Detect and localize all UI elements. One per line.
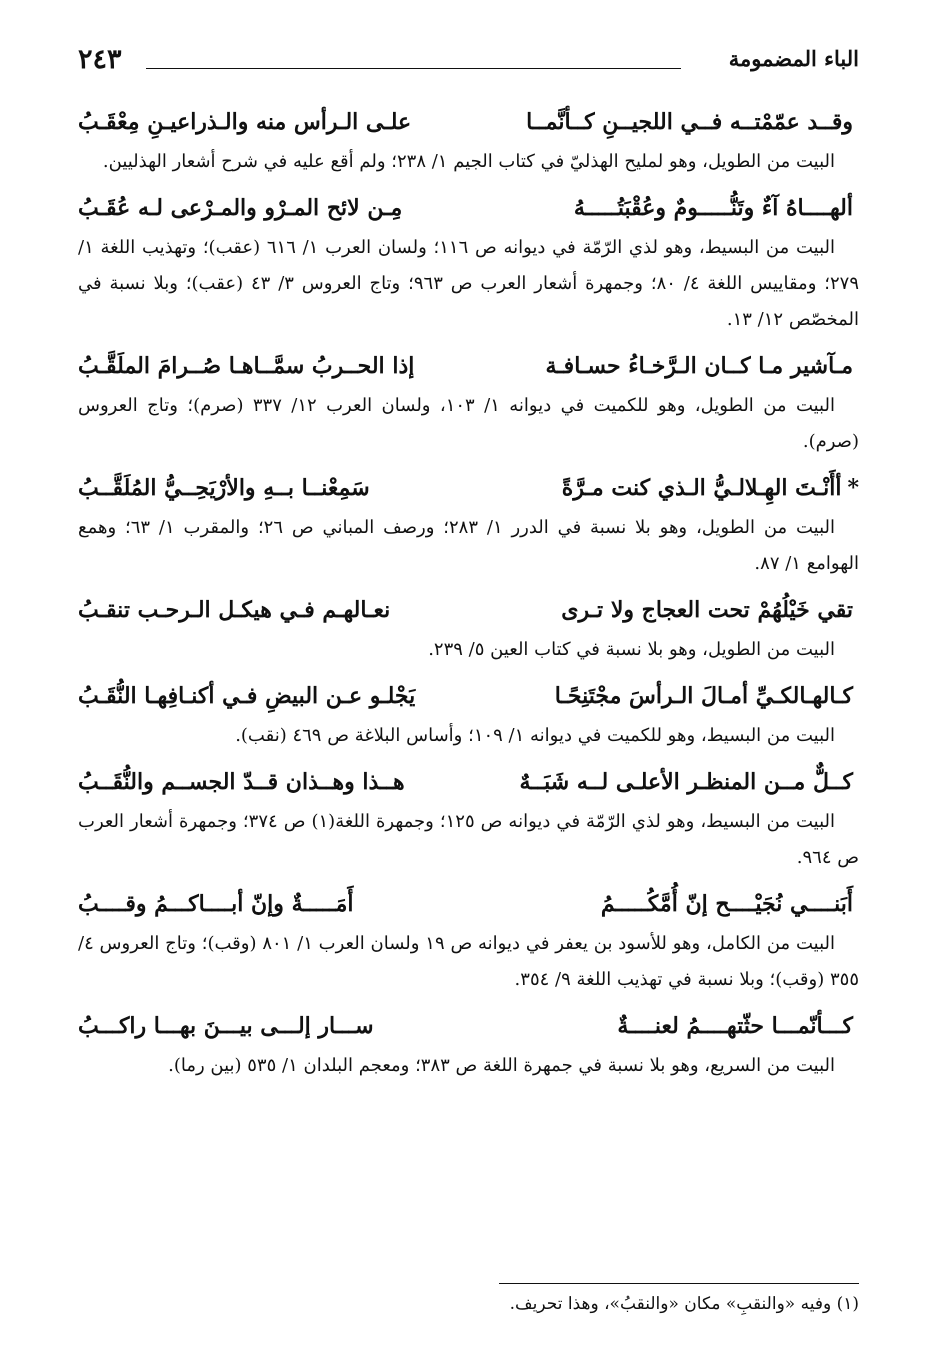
first-hemistich-text: كـــأنّمـــا حثّتهــــمُ لعنــــةٌ	[617, 1013, 853, 1039]
running-title: الباء المضمومة	[728, 46, 859, 71]
verse-note: البيت من البسيط، وهو للكميت في ديوانه ١/ ١٠٩؛ وأساس البلاغة ص ٤٦٩ (نقب).	[235, 725, 835, 746]
first-hemistich-text: مـآشير مـا كــان الـرَّخـاءُ حسـافـة	[545, 353, 853, 379]
footnote-rule	[499, 1283, 859, 1284]
verse-line	[78, 344, 859, 388]
verse-note: البيت من البسيط، وهو لذي الرّمّة في ديوانه ص ١١٦؛ ولسان العرب ١/ ٦١٦ (عقب)؛ وتهذيب اللغة ١/ ٢٧٩؛ ومقاييس اللغة ٤/ ٨٠؛ وجمهرة أشعار العرب ص ٩٦٣؛ وتاج العروس ٣/ ٤٣ (عقب)؛ وبلا نسبة في المخصّص ١٢/ ١٣.	[78, 237, 859, 330]
first-hemistich	[526, 100, 859, 144]
verse-note: البيت من السريع، وهو بلا نسبة في جمهرة اللغة ص ٣٨٣؛ ومعجم البلدان ١/ ٥٣٥ (بين رما).	[168, 1055, 835, 1076]
verse-marker: *	[847, 475, 859, 501]
first-hemistich-text: تقي خَيْلُهُمْ تحت العجاج ولا تـرى	[561, 597, 853, 623]
verse-line	[78, 186, 859, 230]
first-hemistich-text: أأَنْـتَ الهِـلالـيُّ الـذي كنت مـرَّةً	[561, 475, 842, 501]
first-hemistich	[601, 882, 859, 926]
verse-line	[78, 588, 859, 632]
page-header	[78, 44, 859, 78]
header-rule	[146, 68, 681, 69]
verse-line	[78, 100, 859, 144]
first-hemistich-text: كـالهـالكـيِّ أمـالَ الـرأسَ مجْتَنِحًـا	[554, 683, 853, 709]
first-hemistich-text: أَبَنــــي نُجَيْــــح إنّ أُمَّكُـــــمُ	[600, 891, 853, 917]
verse-note: البيت من البسيط، وهو لذي الرّمّة في ديوانه ص ١٢٥؛ وجمهرة اللغة(١) ص ٣٧٤؛ وجمهرة أشعار العرب ص ٩٦٤.	[78, 811, 859, 868]
verse-line	[78, 760, 859, 804]
first-hemistich-text: ألهــــاهُ آءٌ وتَنُّـــــومٌ وعُقْبَتُـــــهُ	[573, 195, 853, 221]
second-hemistich: ســـار إلـــى بيـــنَ بهـــا راكـــبُ	[78, 1013, 374, 1039]
verse-entry	[78, 344, 859, 460]
first-hemistich	[545, 344, 859, 388]
verse-line	[78, 882, 859, 926]
first-hemistich	[617, 1004, 859, 1048]
verse-entry	[78, 882, 859, 998]
verse-entry	[78, 466, 859, 582]
second-hemistich: مِـن لائح المـرْو والمـرْعى لـه عُقَـبُ	[78, 195, 403, 221]
footnotes	[78, 1283, 859, 1318]
verse-entry	[78, 760, 859, 876]
verse-note: البيت من الطويل، وهو لمليح الهذليّ في كتاب الجيم ١/ ٢٣٨؛ ولم أقع عليه في شرح أشعار الهذليين.	[102, 151, 835, 172]
verse-entry	[78, 186, 859, 338]
first-hemistich	[562, 466, 859, 510]
verse-line	[78, 1004, 859, 1048]
first-hemistich	[519, 760, 859, 804]
verse-note: البيت من الطويل، وهو للكميت في ديوانه ١/ ١٠٣، ولسان العرب ١٢/ ٣٣٧ (صرم)؛ وتاج العروس (صرم).	[78, 395, 859, 452]
verse-list	[78, 100, 859, 1090]
page-number: ٢٤٣	[78, 44, 122, 75]
second-hemistich: نعـالهـم فـي هيكـل الـرحـب تنقـبُ	[78, 597, 391, 623]
first-hemistich	[561, 588, 859, 632]
verse-line	[78, 466, 859, 510]
first-hemistich-text: وقــد عمّمْتــه فــي اللجيــنِ كــأنَّمــا	[526, 109, 853, 135]
verse-note: البيت من الطويل، وهو بلا نسبة في الدرر ١/ ٢٨٣؛ ورصف المباني ص ٢٦؛ والمقرب ١/ ٦٣؛ وهمع الهوامع ١/ ٨٧.	[78, 517, 859, 574]
second-hemistich: أَمَـــــةٌ وإنّ أبــــاكـــمُ وقــــبُ	[78, 891, 354, 917]
verse-note: البيت من الطويل، وهو بلا نسبة في كتاب العين ٥/ ٢٣٩.	[428, 639, 835, 660]
second-hemistich: سَمِعْنــا بــهِ والأرْيَحِــيُّ المُلَقَّــبُ	[78, 475, 370, 501]
second-hemistich: هــذا وهــذان قــدّ الجســم والنُّقَــبُ	[78, 769, 405, 795]
verse-entry	[78, 588, 859, 668]
second-hemistich: إذا الحــربُ سمَّــاهـا صُــرامَ الملَقَّـبُ	[78, 353, 415, 379]
verse-note: البيت من الكامل، وهو للأسود بن يعفر في ديوانه ص ١٩ ولسان العرب ١/ ٨٠١ (وقب)؛ وتاج العروس ٤/ ٣٥٥ (وقب)؛ وبلا نسبة في تهذيب اللغة ٩/ ٣٥٤.	[78, 933, 859, 990]
verse-entry	[78, 100, 859, 180]
first-hemistich	[574, 186, 859, 230]
second-hemistich: علـى الـرأس منه والـذراعيـنِ مِعْقَـبُ	[78, 109, 412, 135]
verse-entry	[78, 674, 859, 754]
verse-line	[78, 674, 859, 718]
verse-entry	[78, 1004, 859, 1084]
first-hemistich-text: كــلٌّ مــن المنظـر الأعلـى لــه شَبَــهٌ	[519, 769, 853, 795]
footnote: (١) وفيه «والنقبِ» مكان «والنقبُ»، وهذا تحريف.	[509, 1294, 859, 1314]
second-hemistich: يَجْلـو عـن البيضِ فـي أكنـافِهـا النُّقَـبُ	[78, 683, 416, 709]
first-hemistich	[555, 674, 859, 718]
